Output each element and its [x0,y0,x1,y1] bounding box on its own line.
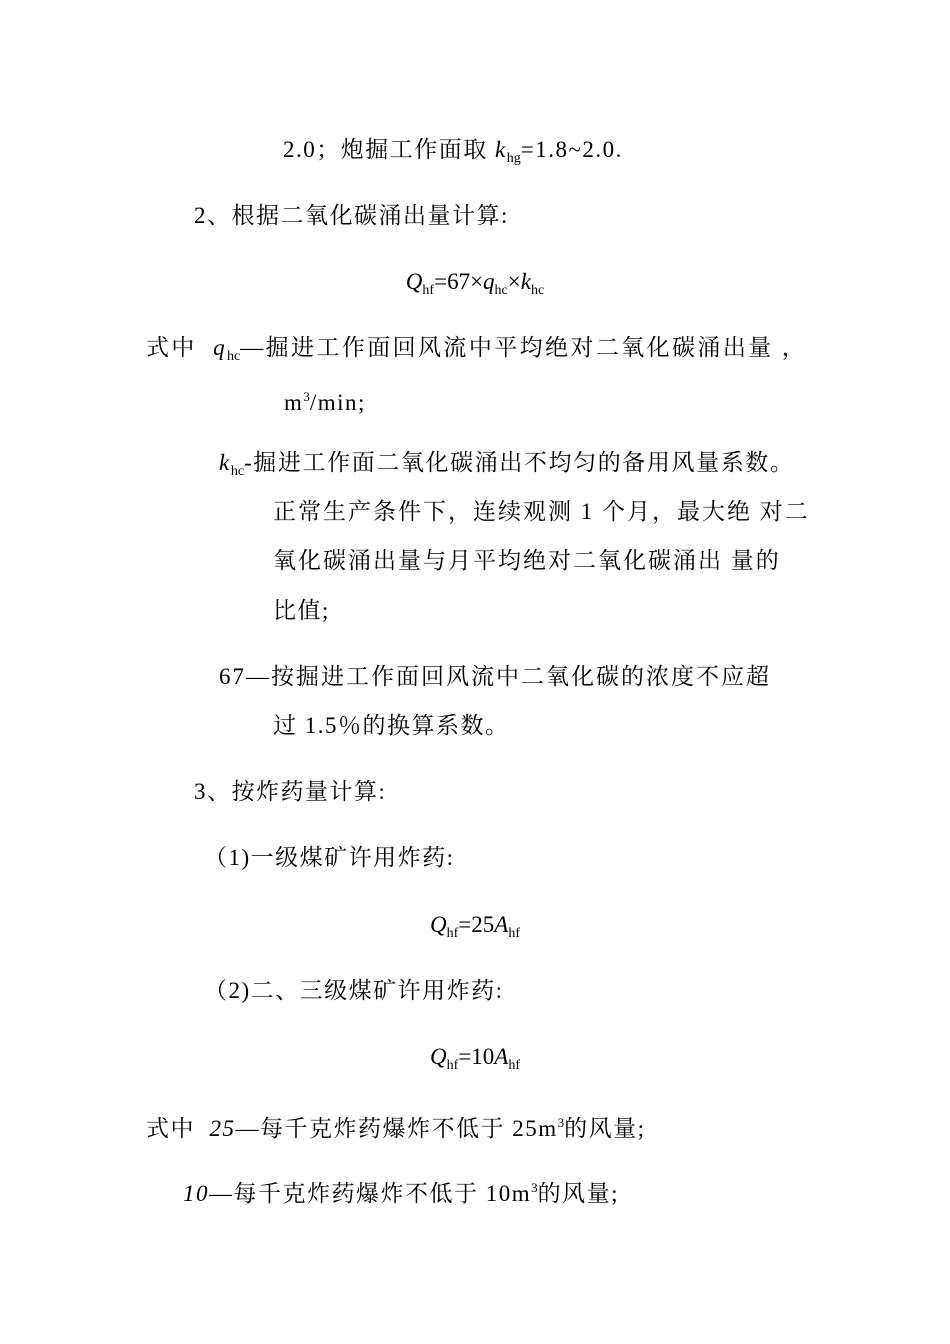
text-segment: 的风量; [564,1116,646,1141]
text-segment: —每千克炸药爆炸不低于 10m [209,1181,532,1206]
superscript: 3 [303,389,310,404]
subsection-2: （2)二、三级煤矿许用炸药: [204,978,504,1003]
definition-k-hc [219,448,795,487]
subscript: hf [446,926,459,941]
subsection-1: （1)一级煤矿许用炸药: [204,845,455,870]
definition-25 [146,1108,646,1144]
var-q: q [213,335,228,360]
formula-2 [0,910,950,949]
text-segment: —每千克炸药爆炸不低于 25m [235,1116,558,1141]
text-segment: × [507,269,521,294]
superscript: 3 [557,1115,565,1130]
text-segment: =67× [434,269,484,294]
var-q: Q [429,912,447,937]
var-a: A [494,1044,509,1069]
text-line-8: 氧化碳涌出量与月平均绝对二氧化碳涌出 量的 [273,548,781,573]
text-segment: =25 [458,912,495,937]
text-segment: /min; [309,390,366,415]
text-segment: =1.8~2.0. [520,137,623,162]
section-heading-2: 2、根据二氧化碳涌出量计算: [194,203,509,228]
number-10: 10 [183,1181,209,1206]
text-segment: 式中 [146,1116,210,1141]
formula-1 [0,267,950,306]
text-line-11: 过 1.5％的换算系数。 [273,713,510,738]
subscript: hc [230,464,245,479]
section-heading-3: 3、按炸药量计算: [194,779,387,804]
subscript: hc [530,283,545,298]
unit-line [284,382,366,418]
subscript: hf [508,1058,520,1073]
text-segment: -掘进工作面二氧化碳涌出不均匀的备用风量系数。 [244,450,795,475]
var-a: A [494,912,509,937]
var-k: k [219,450,231,475]
definition-10 [183,1173,619,1209]
text-line-1 [283,135,623,174]
subscript: hc [494,283,508,298]
text-segment: =10 [458,1044,495,1069]
text-line-10: 67—按掘进工作面回风流中二氧化碳的浓度不应超 [219,664,771,689]
subscript: hf [422,283,435,298]
text-segment: 2.0；炮掘工作面取 [283,137,495,162]
definition-q-hc [146,333,807,372]
text-line-7: 正常生产条件下，连续观测 1 个月，最大绝 对二 [273,499,810,524]
text-segment: 的风量; [537,1181,620,1206]
text-segment: —掘进工作面回风流中平均绝对二氧化碳涌出量 ， [240,335,808,360]
var-q: Q [405,269,423,294]
subscript: hf [508,926,520,941]
superscript: 3 [531,1180,538,1195]
subscript: hc [227,349,241,364]
number-25: 25 [209,1116,236,1141]
var-k: k [495,137,507,162]
var-k: k [520,269,531,294]
subscript: hf [446,1058,459,1073]
text-segment: 式中 [146,335,214,360]
var-q: Q [429,1044,447,1069]
text-line-9: 比值; [273,598,330,623]
subscript: hg [506,151,521,166]
text-segment: m [284,390,304,415]
formula-3 [0,1042,950,1081]
var-q2: q [483,269,495,294]
